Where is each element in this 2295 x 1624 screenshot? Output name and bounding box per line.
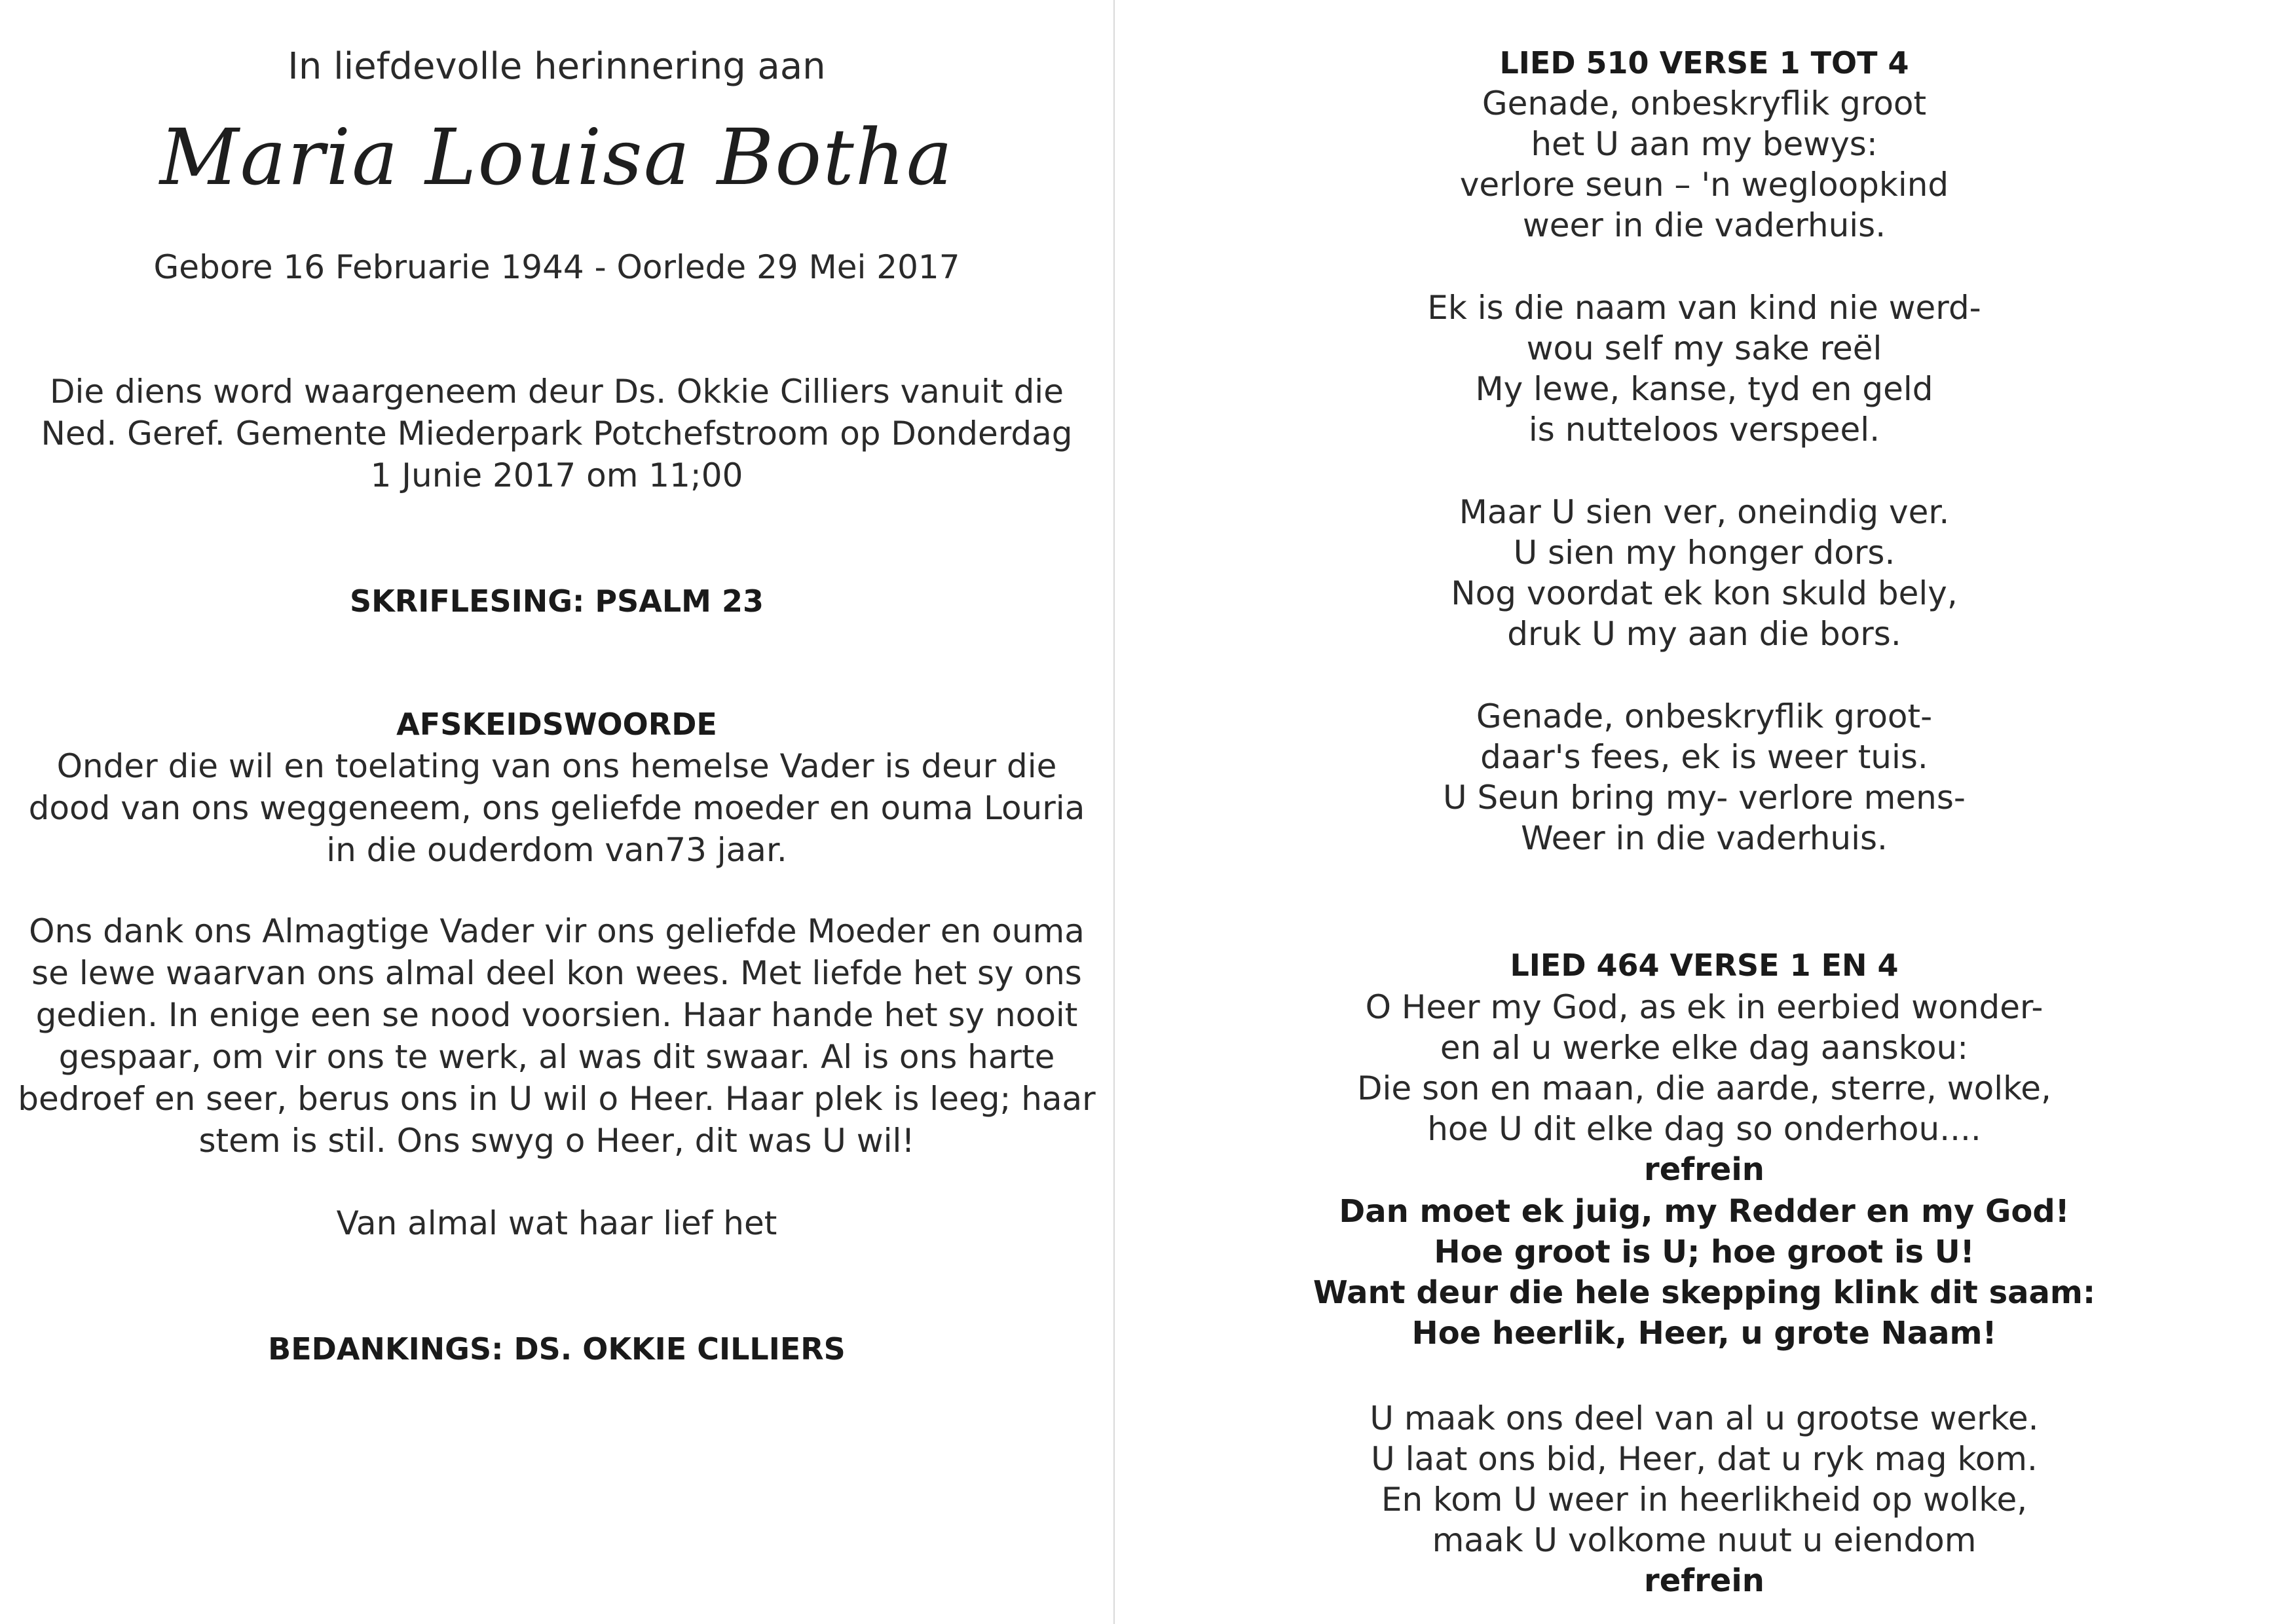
service-line-1: Die diens word waargeneem deur Ds. Okkie Cilliers vanuit die <box>50 373 1064 411</box>
farewell-p2-line-5: bedroef en seer, berus ons in U wil o Heer. Haar plek is leeg; haar <box>18 1080 1096 1118</box>
farewell-p2-line-6: stem is stil. Ons swyg o Heer, dit was U wil! <box>198 1122 915 1160</box>
left-page <box>0 0 1113 1624</box>
hymn2-v4-line-4: maak U volkome nuut u eiendom <box>1432 1521 1977 1559</box>
farewell-heading: AFSKEIDSWOORDE <box>396 707 717 742</box>
service-line-3: 1 Junie 2017 om 11;00 <box>370 456 743 494</box>
thanks-heading: BEDANKINGS: DS. OKKIE CILLIERS <box>268 1331 846 1367</box>
hymn2-v1-line-2: en al u werke elke dag aanskou: <box>1440 1029 1969 1067</box>
farewell-p1-line-1: Onder die wil en toelating van ons hemelse Vader is deur die <box>56 747 1057 785</box>
right-page <box>1113 0 2295 1624</box>
farewell-p2-line-1: Ons dank ons Almagtige Vader vir ons geliefde Moeder en ouma <box>29 912 1085 950</box>
farewell-p2-line-4: gespaar, om vir ons te werk, al was dit swaar. Al is ons harte <box>58 1038 1055 1076</box>
hymn2-v4-line-3: En kom U weer in heerlikheid op wolke, <box>1381 1481 2028 1519</box>
hymn1-v3-line-2: U sien my honger dors. <box>1513 534 1895 572</box>
signoff: Van almal wat haar lief het <box>336 1204 777 1242</box>
refrain-label-end: refrein <box>1644 1562 1764 1599</box>
deceased-name: Maria Louisa Botha <box>159 112 954 202</box>
refrain-line-4: Hoe heerlik, Heer, u grote Naam! <box>1411 1315 1997 1352</box>
hymn1-v1-line-1: Genade, onbeskryflik groot <box>1482 84 1927 122</box>
hymn2-heading: LIED 464 VERSE 1 EN 4 <box>1510 948 1899 983</box>
refrain-line-2: Hoe groot is U; hoe groot is U! <box>1434 1234 1975 1270</box>
hymn1-v1-line-4: weer in die vaderhuis. <box>1522 206 1886 244</box>
hymn1-v1-line-2: het U aan my bewys: <box>1531 125 1878 163</box>
refrain-line-3: Want deur die hele skepping klink dit saam: <box>1313 1274 2096 1311</box>
hymn1-v4-line-3: U Seun bring my- verlore mens- <box>1443 779 1966 817</box>
refrain-line-1: Dan moet ek juig, my Redder en my God! <box>1339 1193 2070 1230</box>
hymn1-v3-line-4: druk U my aan die bors. <box>1507 615 1901 653</box>
hymn2-v1-line-3: Die son en maan, die aarde, sterre, wolke, <box>1357 1069 2051 1107</box>
hymn1-v4-line-2: daar's fees, ek is weer tuis. <box>1480 738 1928 776</box>
hymn1-v4-line-1: Genade, onbeskryflik groot- <box>1476 697 1933 735</box>
hymn2-v1-line-1: O Heer my God, as ek in eerbied wonder- <box>1365 988 2043 1026</box>
hymn2-v4-line-1: U maak ons deel van al u grootse werke. <box>1370 1399 2039 1437</box>
hymn1-v3-line-1: Maar U sien ver, oneindig ver. <box>1459 493 1950 531</box>
refrain-label: refrein <box>1644 1151 1764 1188</box>
hymn1-v2-line-1: Ek is die naam van kind nie werd- <box>1427 289 1981 327</box>
hymn1-v4-line-4: Weer in die vaderhuis. <box>1521 819 1888 857</box>
farewell-p1-line-3: in die ouderdom van73 jaar. <box>326 831 787 869</box>
farewell-p2-line-2: se lewe waarvan ons almal deel kon wees. Met liefde het sy ons <box>31 954 1082 992</box>
farewell-p2-line-3: gedien. In enige een se nood voorsien. Haar hande het sy nooit <box>35 996 1078 1034</box>
intro-line: In liefdevolle herinnering aan <box>288 45 826 88</box>
service-line-2: Ned. Geref. Gemente Miederpark Potchefstroom op Donderdag <box>41 415 1073 452</box>
scripture-heading: SKRIFLESING: PSALM 23 <box>350 583 764 619</box>
hymn2-v4-line-2: U laat ons bid, Heer, dat u ryk mag kom. <box>1371 1440 2038 1478</box>
birth-death-dates: Gebore 16 Februarie 1944 - Oorlede 29 Mei 2017 <box>153 248 960 286</box>
hymn2-v1-line-4: hoe U dit elke dag so onderhou.... <box>1427 1110 1981 1148</box>
hymn1-v1-line-3: verlore seun – 'n wegloopkind <box>1459 166 1949 204</box>
farewell-p1-line-2: dood van ons weggeneem, ons geliefde moeder en ouma Louria <box>28 789 1085 827</box>
hymn1-v2-line-2: wou self my sake reël <box>1526 329 1882 367</box>
hymn1-v2-line-3: My lewe, kanse, tyd en geld <box>1475 370 1933 408</box>
hymn1-v3-line-3: Nog voordat ek kon skuld bely, <box>1451 574 1958 612</box>
hymn1-v2-line-4: is nutteloos verspeel. <box>1528 411 1880 449</box>
hymn1-heading: LIED 510 VERSE 1 TOT 4 <box>1499 45 1909 81</box>
